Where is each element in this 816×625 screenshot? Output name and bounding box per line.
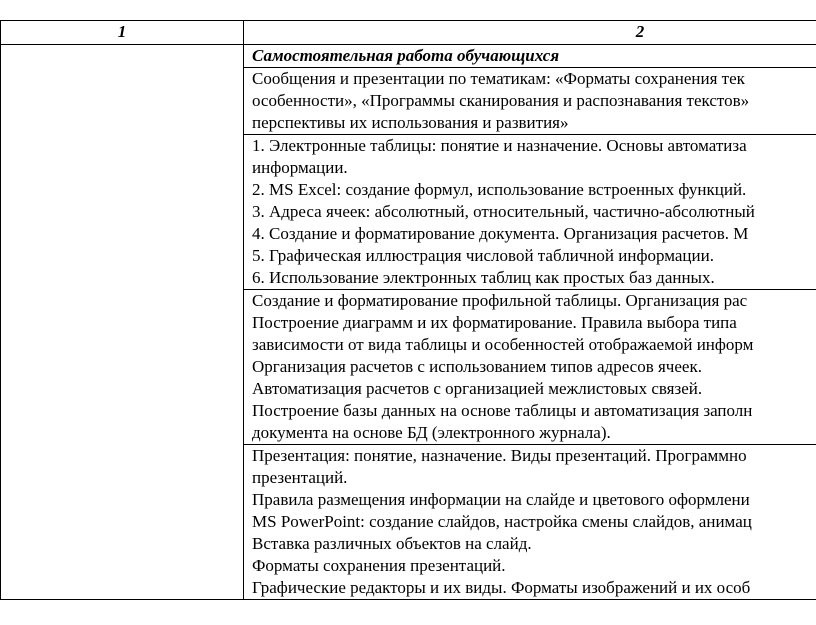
text-line: Сообщения и презентации по тематикам: «Форматы сохранения тек: [252, 69, 745, 88]
text-line: 1. Электронные таблицы: понятие и назначение. Основы автоматиза: [252, 136, 747, 155]
text-line: 3. Адреса ячеек: абсолютный, относительный, частично-абсолютный: [252, 202, 755, 221]
header-col-1: 1: [1, 21, 244, 45]
text-line: Вставка различных объектов на слайд.: [252, 534, 532, 553]
header-row: [1, 21, 816, 45]
text-line: перспективы их использования и развития»: [252, 113, 569, 132]
block-4-cell: [244, 445, 816, 600]
section-title-cell: [244, 45, 816, 68]
section-title: Самостоятельная работа обучающихся: [252, 46, 560, 65]
block-1-cell: [244, 68, 816, 135]
curriculum-table: [0, 20, 816, 600]
text-line: Построение базы данных на основе таблицы и автоматизация заполн: [252, 401, 753, 420]
text-line: Автоматизация расчетов с организацией межлистовых связей.: [252, 379, 703, 398]
text-line: Графические редакторы и их виды. Форматы изображений и их особ: [252, 578, 751, 597]
text-line: Правила размещения информации на слайде и цветового оформлени: [252, 490, 750, 509]
text-line: 4. Создание и форматирование документа. Организация расчетов. М: [252, 224, 749, 243]
text-line: Форматы сохранения презентаций.: [252, 556, 506, 575]
text-line: Создание и форматирование профильной таблицы. Организация рас: [252, 291, 748, 310]
text-line: 5. Графическая иллюстрация числовой табличной информации.: [252, 246, 714, 265]
text-line: Построение диаграмм и их форматирование. Правила выбора типа: [252, 313, 737, 332]
text-line: 2. MS Excel: создание формул, использование встроенных функций.: [252, 180, 747, 199]
text-line: Организация расчетов с использованием типов адресов ячеек.: [252, 357, 702, 376]
text-line: документа на основе БД (электронного журнала).: [252, 423, 611, 442]
text-line: презентаций.: [252, 468, 348, 487]
block-3-cell: [244, 290, 816, 445]
header-col-2: 2: [244, 21, 816, 45]
text-line: Презентация: понятие, назначение. Виды презентаций. Программно: [252, 446, 747, 465]
text-line: зависимости от вида таблицы и особенностей отображаемой информ: [252, 335, 754, 354]
text-line: особенности», «Программы сканирования и распознавания текстов»: [252, 91, 750, 110]
text-line: MS PowerPoint: создание слайдов, настройка смены слайдов, анимац: [252, 512, 752, 531]
text-line: информации.: [252, 158, 348, 177]
table-row: [1, 45, 816, 68]
empty-left-cell: [1, 45, 244, 600]
block-2-cell: [244, 135, 816, 290]
text-line: 6. Использование электронных таблиц как простых баз данных.: [252, 268, 715, 287]
